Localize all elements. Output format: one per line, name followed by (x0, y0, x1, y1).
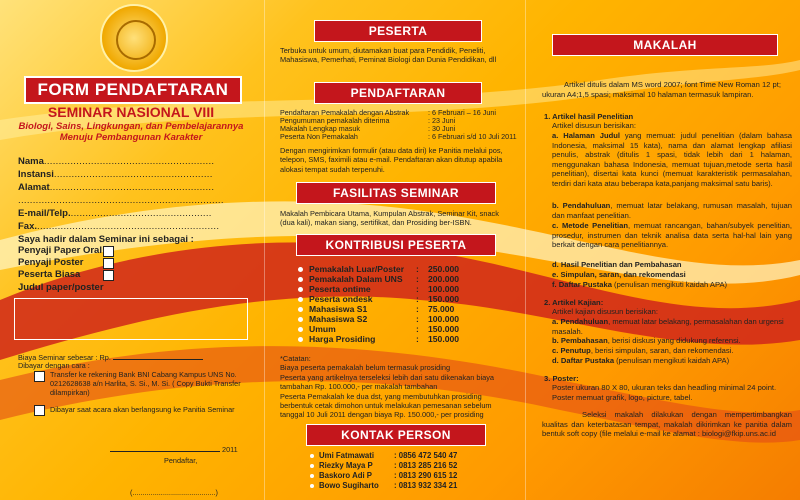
s3-title: 3. Poster: (544, 374, 579, 383)
s1-item-f: f. Daftar Pustaka (penulisan mengikuti kaidah APA) (552, 280, 728, 289)
fee-line: Biaya Seminar sebesar : Rp. (18, 352, 203, 362)
makalah-header: MAKALAH (552, 34, 778, 56)
fold-line-1 (264, 0, 265, 500)
s1-title: 1. Artikel hasil Penelitian (544, 112, 634, 121)
address-field[interactable]: Alamat........................................................ (18, 182, 215, 193)
attend-as-label: Saya hadir dalam Seminar ini sebagai : (18, 234, 194, 245)
kontribusi-header: KONTRIBUSI PESERTA (296, 234, 496, 256)
contact-3: Baskoro Adi P : 0813 290 615 12 (310, 471, 510, 480)
seminar-title: SEMINAR NASIONAL VIII (47, 104, 215, 120)
institution-field[interactable]: Instansi...................................................... (18, 169, 213, 180)
registration-note: Dengan mengirimkan formulir (atau data diri) ke Panitia melalui pos, telepon, SMS, faximili atau e-mail. Pendaftaran akan ditutup apabila alokasi tempat sudah terpenuhi. (280, 146, 503, 174)
s3-text: Poster ukuran 80 X 80, ukuran teks dan headling minimal 24 point. Poster memuat grafik, logo, picture, tabel. (552, 383, 777, 402)
address-field-2[interactable]: ...................................................................... (18, 195, 224, 206)
fax-field[interactable]: Fax............................................................... (18, 221, 220, 232)
seminar-subtitle-2: Menuju Pembangunan Karakter (59, 132, 203, 143)
pendaftaran-header: PENDAFTARAN (314, 82, 482, 104)
peserta-text: Terbuka untuk umum, diutamakan buat para Pendidik, Peneliti, Mahasiswa, Pemerhati, Peminat Biologi dan Dunia Pendidikan, dll (280, 46, 497, 65)
kontak-header: KONTAK PERSON (306, 424, 486, 446)
fee-item-3: Peserta ontime : 100.000 (298, 284, 508, 294)
option-regular-label: Peserta Biasa (18, 269, 81, 280)
option-oral-label: Penyaji Paper Oral (18, 245, 102, 256)
closing-text: Seleksi makalah dilakukan dengan mempertimbangkan kualitas dan keterbatasan tempat, makalah dikirimkan ke panitia dalam bentuk soft copy (file melalui e-mail ke alamat : biologi@fkip.uns.ac.id (542, 410, 792, 439)
option-poster-checkbox[interactable] (103, 258, 114, 269)
makalah-panel (528, 0, 800, 500)
contact-2: Riezky Maya P : 0813 285 216 52 (310, 461, 510, 470)
s2-item-a: a. Pendahuluan, memuat latar belakang, permasalahan dan urgensi masalah. (552, 317, 784, 336)
info-panel (266, 0, 522, 500)
s2-item-d: d. Daftar Pustaka (penulisan mengikuti kaidah APA) (552, 356, 730, 365)
fee-item-7: Umum : 150.000 (298, 324, 508, 334)
payment-method-label: Dibayar dengan cara : (18, 361, 90, 370)
fasilitas-header: FASILITAS SEMINAR (296, 182, 496, 204)
fee-item-1: Pemakalah Luar/Poster : 250.000 (298, 264, 508, 274)
onsite-checkbox[interactable] (34, 405, 45, 416)
fee-item-6: Mahasiswa S2 : 100.000 (298, 314, 508, 324)
registrant-label: Pendaftar, (164, 456, 198, 465)
option-poster-label: Penyaji Poster (18, 257, 84, 268)
form-title: FORM PENDAFTARAN (24, 76, 242, 104)
email-phone-field[interactable]: E-mail/Telp................................................. (18, 208, 212, 219)
makalah-intro: Artikel ditulis dalam MS word 2007; font Time New Roman 12 pt; ukuran A4;1,5 spasi; maksimal 10 halaman termasuk lampiran. (542, 80, 781, 99)
s1-item-b: b. Pendahuluan, memuat latar belakang, rumusan masalah, tujuan dan manfaat penelitian. (552, 201, 792, 220)
onsite-text: Dibayar saat acara akan berlangsung ke Panitia Seminar (50, 405, 235, 414)
schedule-row-1: Pendaftaran Pemakalah dengan Abstrak : 6 Februari – 16 Juni (280, 108, 496, 117)
seminar-subtitle-1: Biologi, Sains, Lingkungan, dan Pembelajarannya (18, 121, 244, 132)
s2-item-b: b. Pembahasan, berisi diskusi yang didukung referensi. (552, 336, 741, 345)
transfer-text: Transfer ke rekening Bank BNI Cabang Kampus UNS No. 0212628638 a/n Harlita, S. Si., M. Si. ( Copy Bukti Transfer dilampirkan) (50, 370, 241, 397)
s2-item-c: c. Penutup, berisi simpulan, saran, dan rekomendasi. (552, 346, 734, 355)
fee-item-4: Peserta ondesk : 150.000 (298, 294, 508, 304)
catatan-block: *Catatan: Biaya peserta pemakalah belum termasuk prosiding Peserta yang artikelnya terseleksi lebih dari satu dikenakan biaya tambahan Rp. 100.000,- per makalah tambahan Peserta Pemakalah ke dua dst, yang membutuhkan prosiding berbentuk cetak dimohon untuk melakukan pemesanan sebelum tanggal 10 Juli 2011 dengan biaya Rp. 150.000,- per prosiding (280, 354, 495, 420)
paper-title-input[interactable] (14, 298, 248, 340)
fee-item-5: Mahasiswa S1 : 75.000 (298, 304, 508, 314)
s1-sub: Artikel disusun berisikan: (552, 121, 636, 130)
schedule-row-2: Pengumuman pemakalah diterima : 23 Juni (280, 116, 456, 125)
option-oral-checkbox[interactable] (103, 246, 114, 257)
s2-sub: Artikel kajian disusun berisikan: (552, 307, 658, 316)
fold-line-2 (525, 0, 526, 500)
schedule-row-3: Makalah Lengkap masuk : 30 Juni (280, 124, 456, 133)
s2-title: 2. Artikel Kajian: (544, 298, 604, 307)
fee-item-8: Harga Prosiding : 150.000 (298, 334, 508, 344)
date-line: 2011 (110, 444, 238, 454)
paper-title-label: Judul paper/poster (18, 282, 104, 293)
s1-item-a: a. Halaman Judul yang memuat: judul penelitian (dalam bahasa Indonesia, maksimal 15 kata), nama dan alamat lengkap afiliasi penulis, abstrak (ditulis 1 spasi, tidak lebih dari 1 halaman, menggunakan bahasa Indonesia, memuat tujuan,metode serta hasil penelitian), disertai kata kunci (memuat karakteristik permasalahan, terdiri dari kata atau beberapa kata,panjang maksimal satu baris). (552, 131, 792, 188)
option-regular-checkbox[interactable] (103, 270, 114, 281)
contact-4: Bowo Sugiharto : 0813 932 334 21 (310, 481, 510, 490)
name-field[interactable]: Nama.......................................................... (18, 156, 215, 167)
contact-1: Umi Fatmawati : 0856 472 540 47 (310, 451, 510, 460)
signature-line: (.........................................) (130, 488, 218, 497)
fasilitas-text: Makalah Pembicara Utama, Kumpulan Abstrak, Seminar Kit, snack (dua kali), makan siang, sertifikat, dan Prosiding ber-ISBN. (280, 209, 499, 228)
fee-item-2: Pemakalah Dalam UNS : 200.000 (298, 274, 508, 284)
s1-item-d: d. Hasil Penelitian dan Pembahasan (552, 260, 682, 269)
university-logo-icon (100, 4, 168, 72)
s1-item-e: e. Simpulan, saran, dan rekomendasi (552, 270, 686, 279)
peserta-header: PESERTA (314, 20, 482, 42)
s1-item-c: c. Metode Penelitian, memuat rancangan, bahan/subyek penelitian, prosedur, instrumen dan teknik analisa data serta hal-hal lain yang berkait dengan cara penelitiannya. (552, 221, 792, 250)
schedule-row-4: Peserta Non Pemakalah : 6 Februari s/d 10 Juli 2011 (280, 132, 517, 141)
transfer-checkbox[interactable] (34, 371, 45, 382)
registration-form-panel (0, 0, 262, 500)
